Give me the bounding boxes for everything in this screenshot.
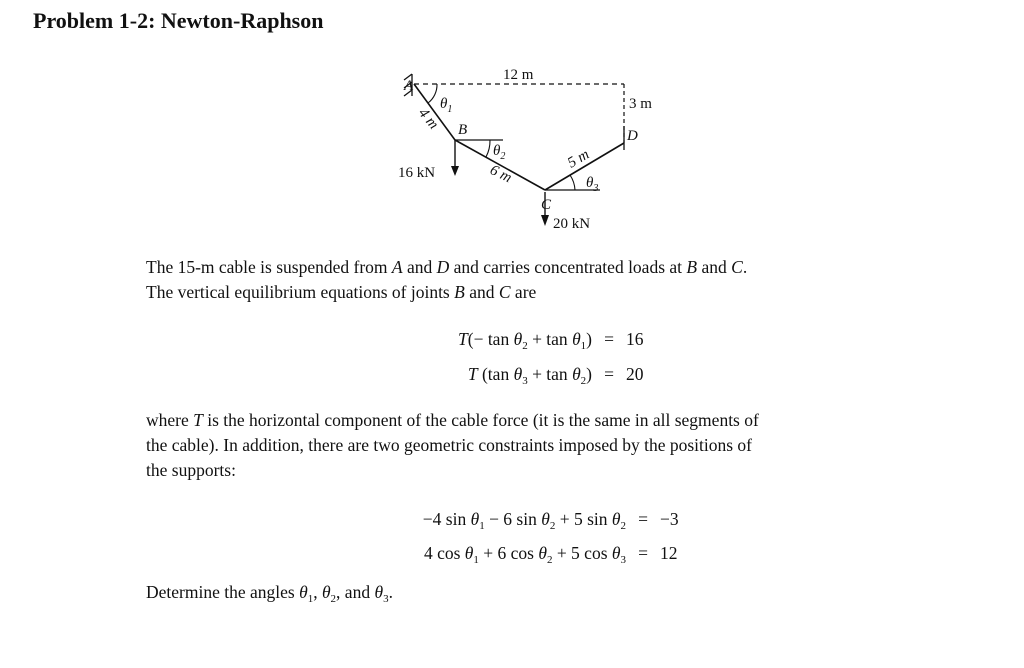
- arc-theta1: [428, 84, 437, 103]
- dim-6m: 6 m: [487, 162, 515, 187]
- load-c-label: 20 kN: [553, 216, 591, 232]
- theta3-label: $\theta_3$: [586, 175, 599, 194]
- load-b-label: 16 kN: [398, 165, 436, 181]
- dim-4m: 4 m: [414, 105, 442, 133]
- label-d: D: [627, 128, 638, 144]
- arc-theta2: [486, 140, 490, 157]
- eq4-rhs: 12: [660, 543, 678, 563]
- eq3-rhs: −3: [660, 509, 679, 529]
- eq2-rhs: 20: [626, 364, 644, 384]
- label-b: B: [458, 122, 468, 138]
- arc-theta3: [570, 175, 575, 190]
- question-text: Determine the angles $\theta_1$, $\theta_2$, and $\theta_3$.: [146, 582, 393, 605]
- dim-12m: 12 m: [503, 67, 534, 83]
- equation-joint-b: $T(- \tan \theta_2 + \tan \theta_1) = 16$: [458, 329, 644, 352]
- where-line-3: the supports:: [146, 460, 236, 480]
- dim-3m: 3 m: [629, 96, 652, 112]
- eq1-rhs: 16: [626, 329, 644, 349]
- theta2-label: $\theta_2$: [493, 143, 506, 162]
- equation-constraint-2: 4 $\cos \theta_1 + 6$ $\cos \theta_2 + 5$ $\cos \theta_3 = 12$: [423, 543, 678, 566]
- where-line-1: where T is the horizontal component of the cable force (it is the same in all segments of: [146, 410, 759, 430]
- equation-constraint-1: −4 $\sin \theta_1 - 6$ $\sin \theta_2 + 5$ $\sin \theta_2 = -3$: [422, 509, 679, 532]
- cable-diagram: [0, 0, 1024, 250]
- where-line-2: the cable). In addition, there are two geometric constraints imposed by the positions of: [146, 435, 753, 455]
- problem-title: Problem 1-2: Newton-Raphson: [33, 8, 324, 33]
- dim-5m: 5 m: [565, 146, 593, 172]
- paragraph-where: [146, 408, 926, 483]
- label-c: C: [541, 197, 552, 213]
- paragraph-intro: [146, 255, 926, 305]
- intro-line-1: The 15-m cable is suspended from A and D and carries concentrated loads at B and C.: [146, 257, 748, 277]
- theta1-label: $\theta_1$: [440, 96, 453, 115]
- label-a: A: [404, 78, 414, 94]
- equation-joint-c: T (tan $\theta_3 + \tan \theta_2) = 20$: [467, 364, 644, 387]
- intro-line-2: The vertical equilibrium equations of joints B and C are: [146, 282, 537, 302]
